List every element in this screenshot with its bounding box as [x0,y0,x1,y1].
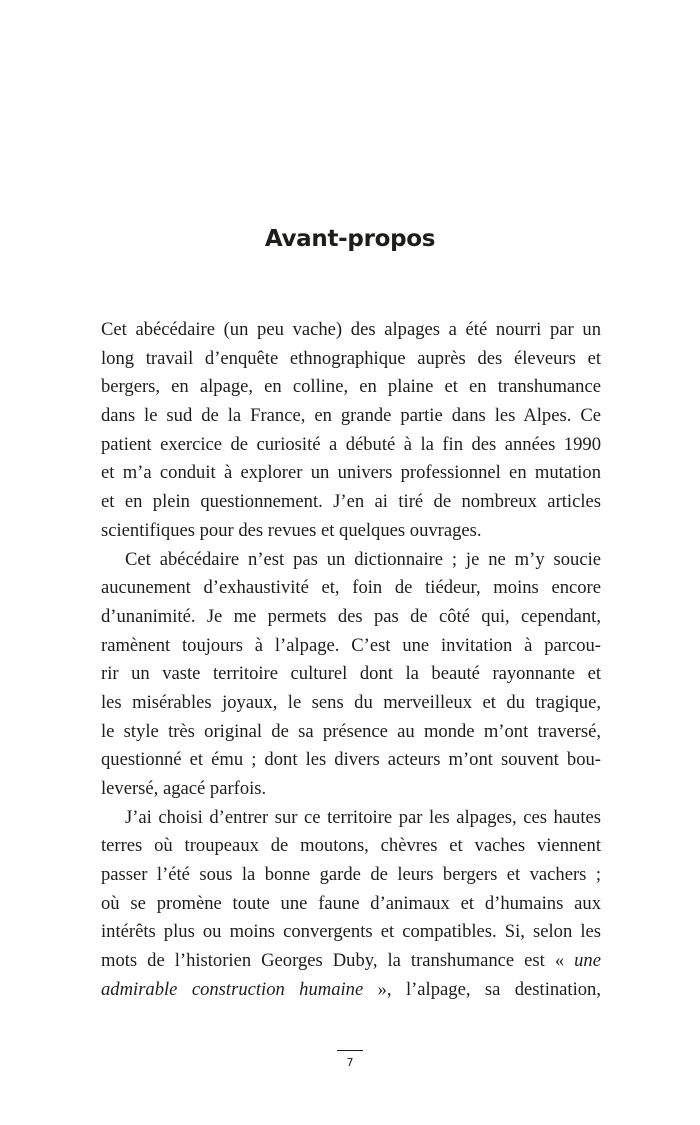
text-line: Cet abécédaire (un peu vache) des alpages a été nourri par un [101,319,601,340]
text-segment: », l’alpage, sa destination, [363,978,601,1000]
text-line: J’ai choisi d’entrer sur ce territoire par les alpages, ces hautes [125,806,601,828]
italic-quote-segment: admirable construction humaine [101,978,364,1000]
text-line-with-italic [101,976,601,1005]
body-text [101,316,601,1005]
text-line: bergers, en alpage, en colline, en plaine et en transhumance [101,376,601,398]
text-line: où se promène toute une faune d’animaux et d’humains aux [101,892,601,914]
text-line: leversé, agacé parfois. [101,778,267,799]
page-number: 7 [346,1056,354,1069]
paragraph-2 [101,546,601,804]
text-line: long travail d’enquête ethnographique auprès des éleveurs et [101,347,601,369]
folio-rule [337,1050,363,1051]
text-line: les misérables joyaux, le sens du merveilleux et du tragique, [101,691,601,713]
text-segment: mots de l’historien Georges Duby, la transhumance est « [101,950,565,972]
italic-quote-segment: une [574,950,601,972]
text-line: terres où troupeaux de moutons, chèvres et vaches viennent [101,835,601,857]
text-line: d’unanimité. Je me permets des pas de côté qui, cependant, [101,605,601,627]
paragraph-1 [101,316,601,546]
paragraph-3 [101,804,601,1005]
text-line: ramènent toujours à l’alpage. C’est une invitation à parcou- [101,634,601,656]
text-line: aucunement d’exhaustivité et, foin de tiédeur, moins encore [101,577,601,599]
text-line-with-italic [101,947,601,976]
text-line: passer l’été sous la bonne garde de leurs bergers et vachers ; [101,864,601,886]
text-line: questionné et ému ; dont les divers acteurs m’ont souvent bou- [101,749,601,771]
text-line: patient exercice de curiosité a débuté à la fin des années 1990 [101,433,601,455]
text-line: et m’a conduit à explorer un univers professionnel en mutation [101,462,601,484]
text-line: le style très original de sa présence au monde m’ont traversé, [101,720,601,742]
text-line: dans le sud de la France, en grande partie dans les Alpes. Ce [101,405,601,427]
text-line: et en plein questionnement. J’en ai tiré de nombreux articles [101,491,601,513]
text-line: Cet abécédaire n’est pas un dictionnaire ; je ne m’y soucie [125,548,601,570]
text-line: rir un vaste territoire culturel dont la beauté rayonnante et [101,663,601,685]
text-line: scientifiques pour des revues et quelques ouvrages. [101,519,482,541]
chapter-title: Avant-propos [264,226,436,252]
text-line: intérêts plus ou moins convergents et compatibles. Si, selon les [101,921,601,943]
